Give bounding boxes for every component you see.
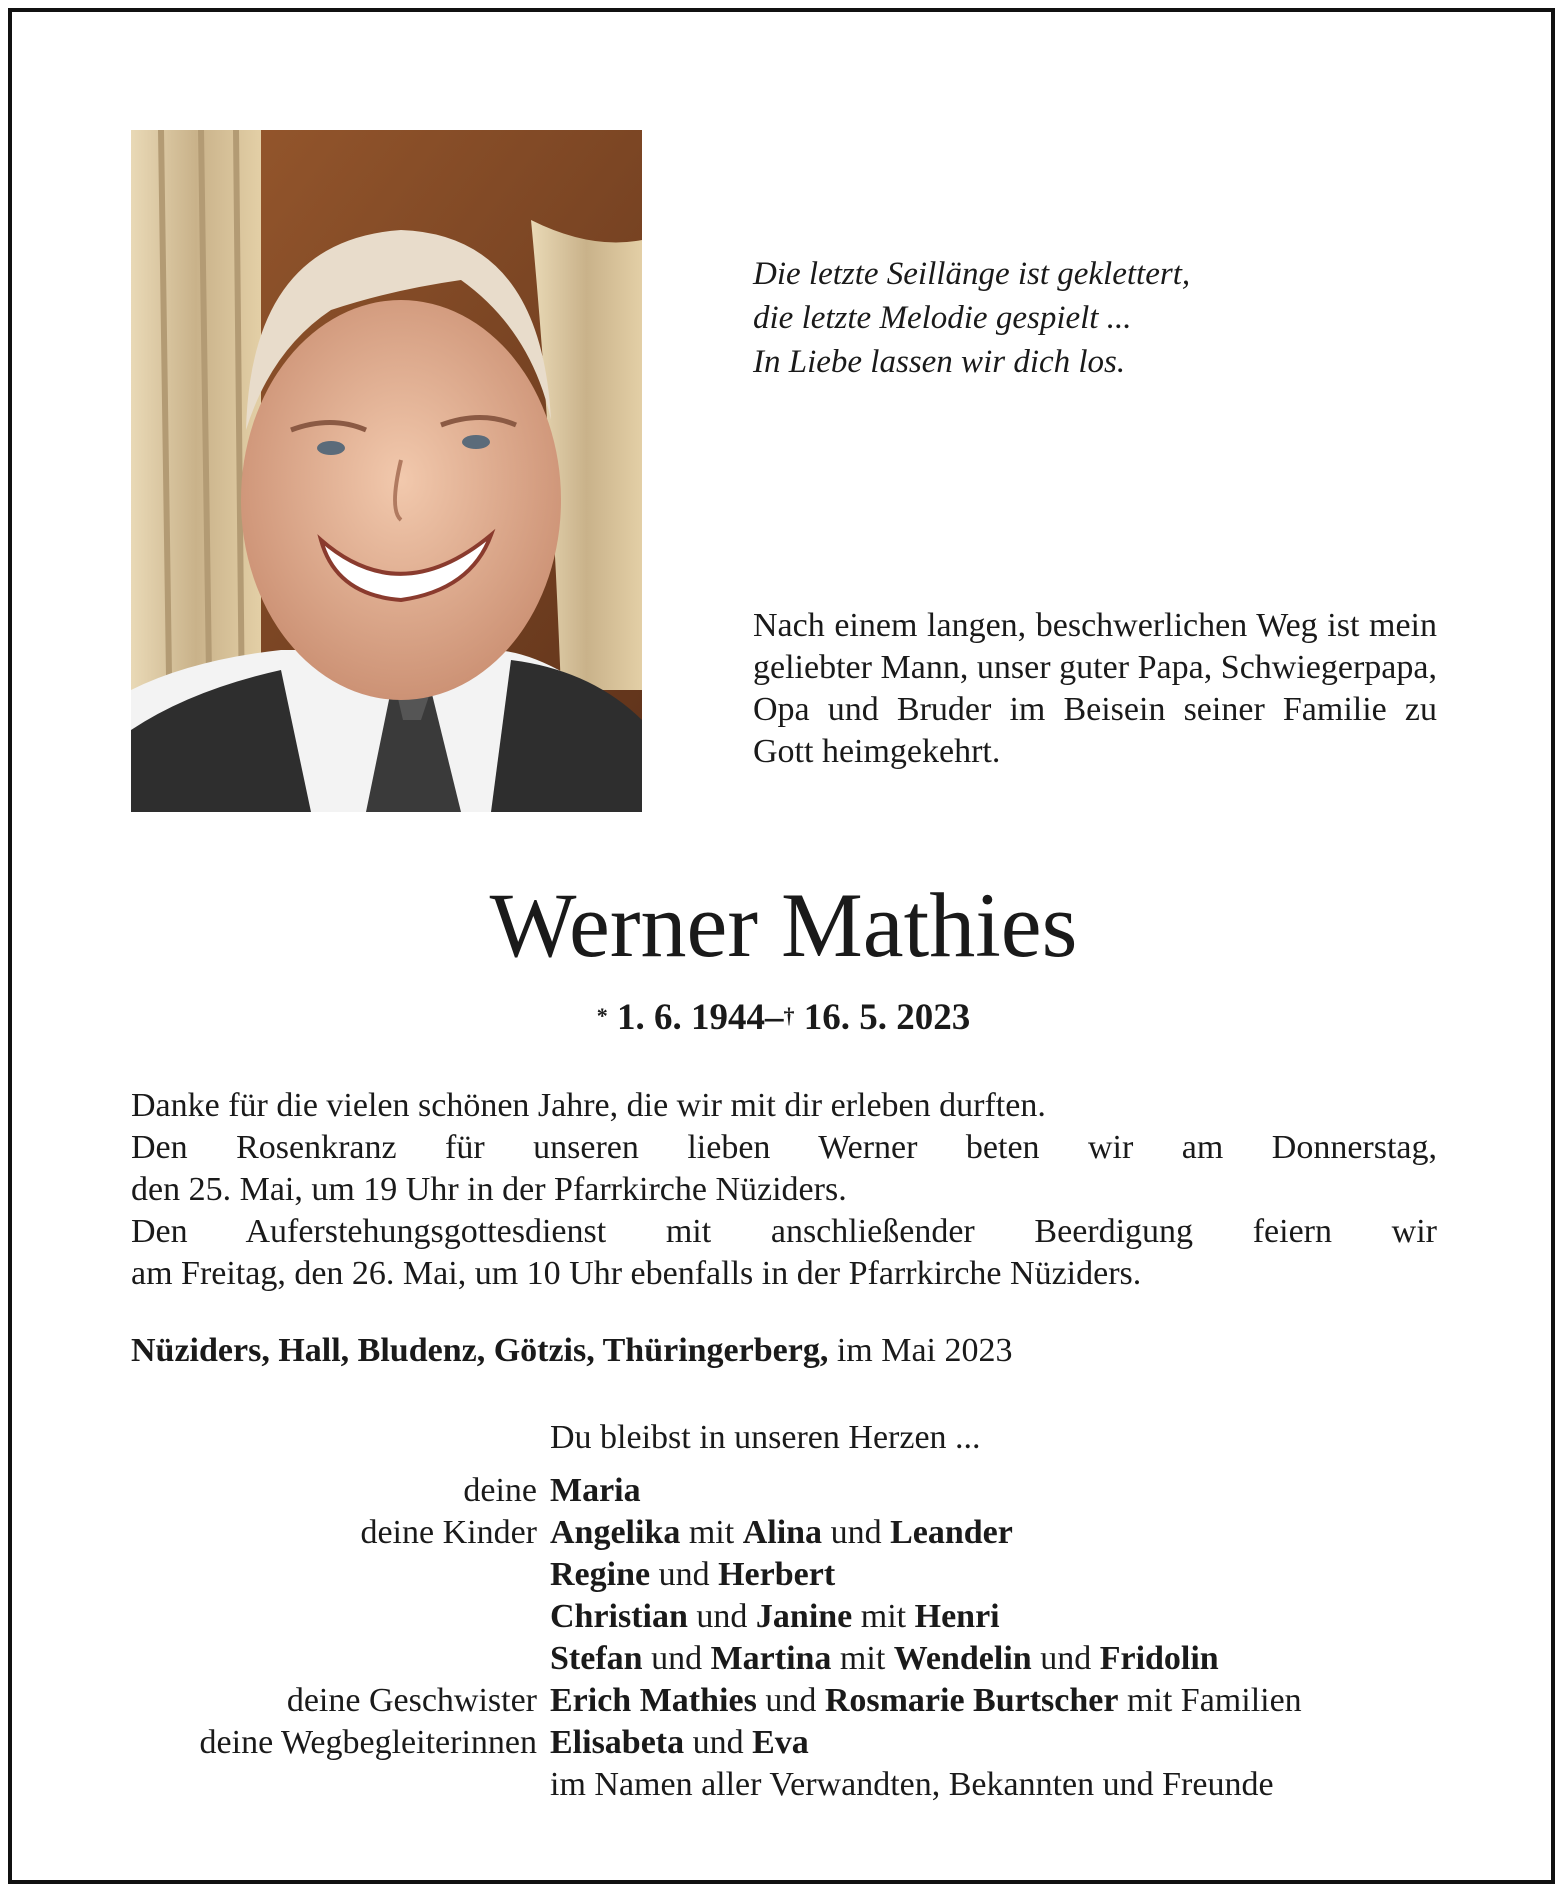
portrait-photo	[131, 130, 642, 812]
mourner-relation: deine Wegbegleiterinnen	[199, 1724, 537, 1761]
mourner-connector: und	[822, 1514, 891, 1551]
mourner-row	[0, 1638, 1567, 1680]
mourner-names	[550, 1722, 809, 1764]
mourner-name: Janine	[755, 1598, 853, 1635]
mourner-name: Martina	[710, 1640, 832, 1677]
mourner-connector: und	[684, 1724, 753, 1761]
mourner-name: Herbert	[718, 1556, 836, 1593]
motto	[753, 252, 1453, 384]
mourner-row	[0, 1680, 1567, 1722]
mourner-row	[0, 1722, 1567, 1764]
motto-line: Die letzte Seillänge ist geklettert,	[753, 256, 1191, 292]
mourner-name: Erich Mathies	[550, 1682, 757, 1719]
mourner-names	[550, 1470, 641, 1512]
mourner-row	[0, 1554, 1567, 1596]
body-line: Den Auferstehungsgottesdienst mit anschließender Beerdigung feiern wir	[131, 1213, 1437, 1250]
mourner-connector: und	[650, 1556, 719, 1593]
mourner-connector: mit Familien	[1118, 1682, 1302, 1719]
mourner-name: Rosmarie Burtscher	[824, 1682, 1119, 1719]
mourner-connector: im Namen aller Verwandten, Bekannten und Freunde	[550, 1766, 1274, 1803]
mourner-names	[550, 1554, 835, 1596]
mourner-name: Angelika	[550, 1514, 681, 1551]
mourner-names	[550, 1680, 1302, 1722]
mourner-connector: und	[756, 1682, 825, 1719]
death-date: 16. 5. 2023	[803, 997, 971, 1038]
life-dates	[0, 995, 1567, 1041]
mourner-relation: deine Kinder	[360, 1514, 537, 1551]
mourner-relation: deine Geschwister	[286, 1682, 537, 1719]
mourner-name: Regine	[550, 1556, 651, 1593]
mourner-name: Alina	[742, 1514, 823, 1551]
mourner-names	[550, 1596, 1000, 1638]
places-date: im Mai 2023	[836, 1332, 1013, 1369]
mourner-names	[550, 1764, 1274, 1806]
mourner-name: Elisabeta	[550, 1724, 685, 1761]
body-line: Danke für die vielen schönen Jahre, die wir mit dir erleben durften.	[131, 1087, 1046, 1124]
body-line: den 25. Mai, um 19 Uhr in der Pfarrkirche Nüziders.	[131, 1171, 847, 1208]
motto-line: die letzte Melodie gespielt ...	[753, 300, 1132, 336]
mourner-names	[550, 1512, 1013, 1554]
birth-date: 1. 6. 1944	[617, 997, 765, 1038]
mourners-list	[0, 1470, 1567, 1806]
body-line: am Freitag, den 26. Mai, um 10 Uhr ebenfalls in der Pfarrkirche Nüziders.	[131, 1255, 1142, 1292]
mourner-name: Eva	[752, 1724, 809, 1761]
mourner-row	[0, 1764, 1567, 1806]
death-symbol: †	[783, 1003, 795, 1028]
intro-text: Nach einem langen, beschwerlichen Weg ist mein geliebter Mann, unser guter Papa, Schwiegerpapa, Opa und Bruder im Beisein seiner Familie zu Gott heimgekehrt.	[753, 607, 1437, 770]
date-dash: –	[765, 997, 784, 1038]
birth-symbol: *	[596, 1003, 608, 1028]
closing-line: Du bleibst in unseren Herzen ...	[550, 1419, 981, 1456]
mourner-connector: und	[642, 1640, 711, 1677]
mourner-connector: mit	[852, 1598, 915, 1635]
mourner-relation: deine	[463, 1472, 537, 1509]
mourner-name: Henri	[914, 1598, 1000, 1635]
mourner-names	[550, 1638, 1219, 1680]
mourner-name: Fridolin	[1099, 1640, 1219, 1677]
mourner-connector: und	[1031, 1640, 1100, 1677]
mourner-row	[0, 1596, 1567, 1638]
mourner-name: Wendelin	[893, 1640, 1032, 1677]
places-towns: Nüziders, Hall, Bludenz, Götzis, Thüringerberg,	[131, 1332, 829, 1369]
service-details	[131, 1085, 1437, 1295]
deceased-name: Werner Mathies	[489, 874, 1078, 976]
mourner-connector: mit	[680, 1514, 743, 1551]
mourner-name: Stefan	[550, 1640, 643, 1677]
mourner-name: Leander	[890, 1514, 1013, 1551]
mourner-connector: und	[687, 1598, 756, 1635]
body-line: Den Rosenkranz für unseren lieben Werner beten wir am Donnerstag,	[131, 1129, 1437, 1166]
mourner-connector: mit	[831, 1640, 894, 1677]
mourner-name: Christian	[550, 1598, 688, 1635]
places-line	[131, 1330, 1471, 1372]
mourner-row	[0, 1512, 1567, 1554]
mourner-row	[0, 1470, 1567, 1512]
mourner-name: Maria	[550, 1472, 641, 1509]
motto-line: In Liebe lassen wir dich los.	[753, 344, 1126, 380]
